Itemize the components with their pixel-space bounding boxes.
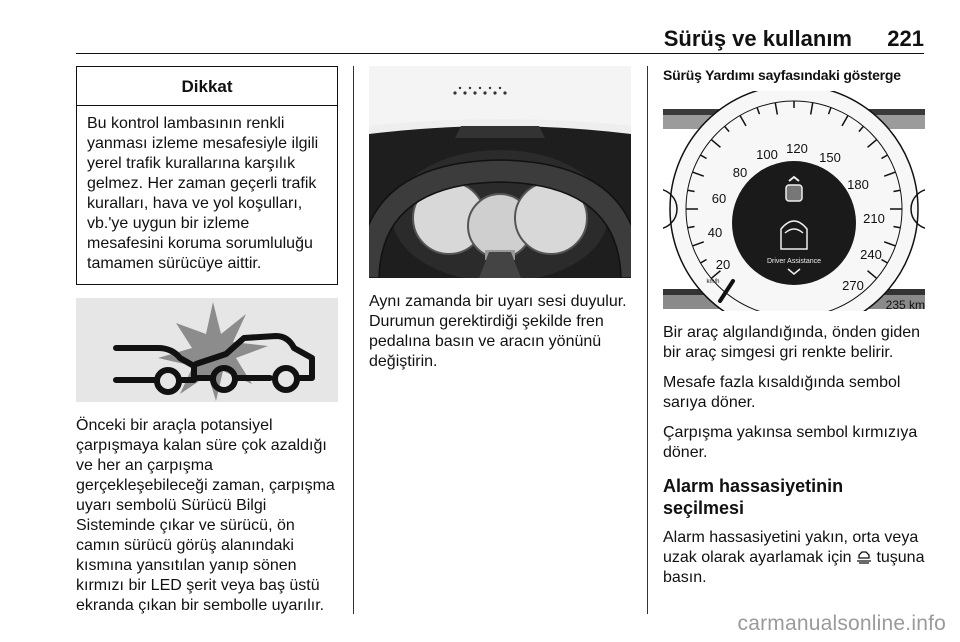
alarm-sensitivity-text-before: Alarm hassasiyetini yakın, orta veya uzak olarak ayarlamak için — [663, 529, 919, 566]
speed-label-210: 210 — [863, 211, 885, 226]
distance-shortened-paragraph: Mesafe fazla kısaldığında sembol sarıya döner. — [663, 374, 901, 411]
speed-label-20: 20 — [715, 257, 731, 272]
speed-label-100: 100 — [756, 147, 778, 162]
instrument-cluster-illustration — [663, 91, 925, 311]
dashboard-led-strip-illustration — [369, 66, 631, 278]
speed-label-80: 80 — [732, 165, 748, 180]
warning-sound-paragraph: Aynı zamanda bir uyarı sesi duyulur. Durumun gerektirdiği şekilde fren pedalına basın ve aracın yönünü değiştirin. — [369, 293, 627, 370]
column-divider-right — [647, 66, 648, 614]
warning-text: Bu kontrol lambasının renkli yanması izleme mesafesiyle ilgili yerel trafik kurallarına karşılık gelmez. Her zaman geçerli trafik kuralları, hava ve yol koşulları, vb.'ye uygun bir izleme mesafesini koruma sorumluluğu tamamen sürücüye aittir. — [87, 115, 319, 272]
page-header-title: Sürüş ve kullanım — [663, 26, 852, 51]
detected-vehicle-paragraph: Bir araç algılandığında, önden giden bir araç simgesi gri renkte belirir. — [663, 324, 921, 361]
speed-label-240: 240 — [860, 247, 882, 262]
collision-warning-paragraph: Önceki bir araçla potansiyel çarpışmaya kalan süre çok azaldığı ve her an çarpışma gerçekleşebileceği zaman, çarpışma uyarı sembolü Sürücü Bilgi Sisteminde çıkar ve sürücü, ön camın sürücü görüş alanındaki kısmına yansıtılan yanıp sönen kırmızı bir LED şerit veya baş üstü ekranda çıkan bir sembolle uyarılır. — [76, 417, 335, 614]
speed-label-40: 40 — [707, 225, 723, 240]
collision-imminent-paragraph: Çarpışma yakınsa sembol kırmızıya döner. — [663, 424, 918, 461]
watermark: carmanualsonline.info — [737, 612, 946, 635]
column-divider-left — [353, 66, 354, 614]
collision-warning-icon — [76, 298, 338, 402]
odometer-readout: 235 km — [885, 298, 925, 311]
speed-unit: km/h — [706, 279, 720, 285]
column-left — [76, 66, 338, 616]
header-divider — [76, 53, 924, 54]
warning-title: Dikkat — [77, 67, 337, 106]
warning-box — [76, 66, 338, 285]
column-middle — [369, 66, 631, 372]
page-number: 221 — [887, 26, 924, 51]
vehicle-distance-icon — [856, 550, 872, 564]
driver-assistance-label: Driver Assistance — [766, 258, 822, 265]
speed-label-120: 120 — [786, 141, 808, 156]
alarm-sensitivity-heading: Alarm hassasiyetinin seçilmesi — [663, 476, 844, 518]
speed-label-150: 150 — [819, 150, 841, 165]
column-right — [663, 66, 925, 588]
speed-label-60: 60 — [711, 191, 727, 206]
speed-label-270: 270 — [842, 278, 864, 293]
speed-label-180: 180 — [847, 177, 869, 192]
alarm-sensitivity-paragraph — [663, 528, 925, 588]
alarm-sensitivity-text-after: tuşuna basın. — [663, 549, 925, 586]
figure-title: Sürüş Yardımı sayfasındaki gösterge — [663, 67, 901, 83]
